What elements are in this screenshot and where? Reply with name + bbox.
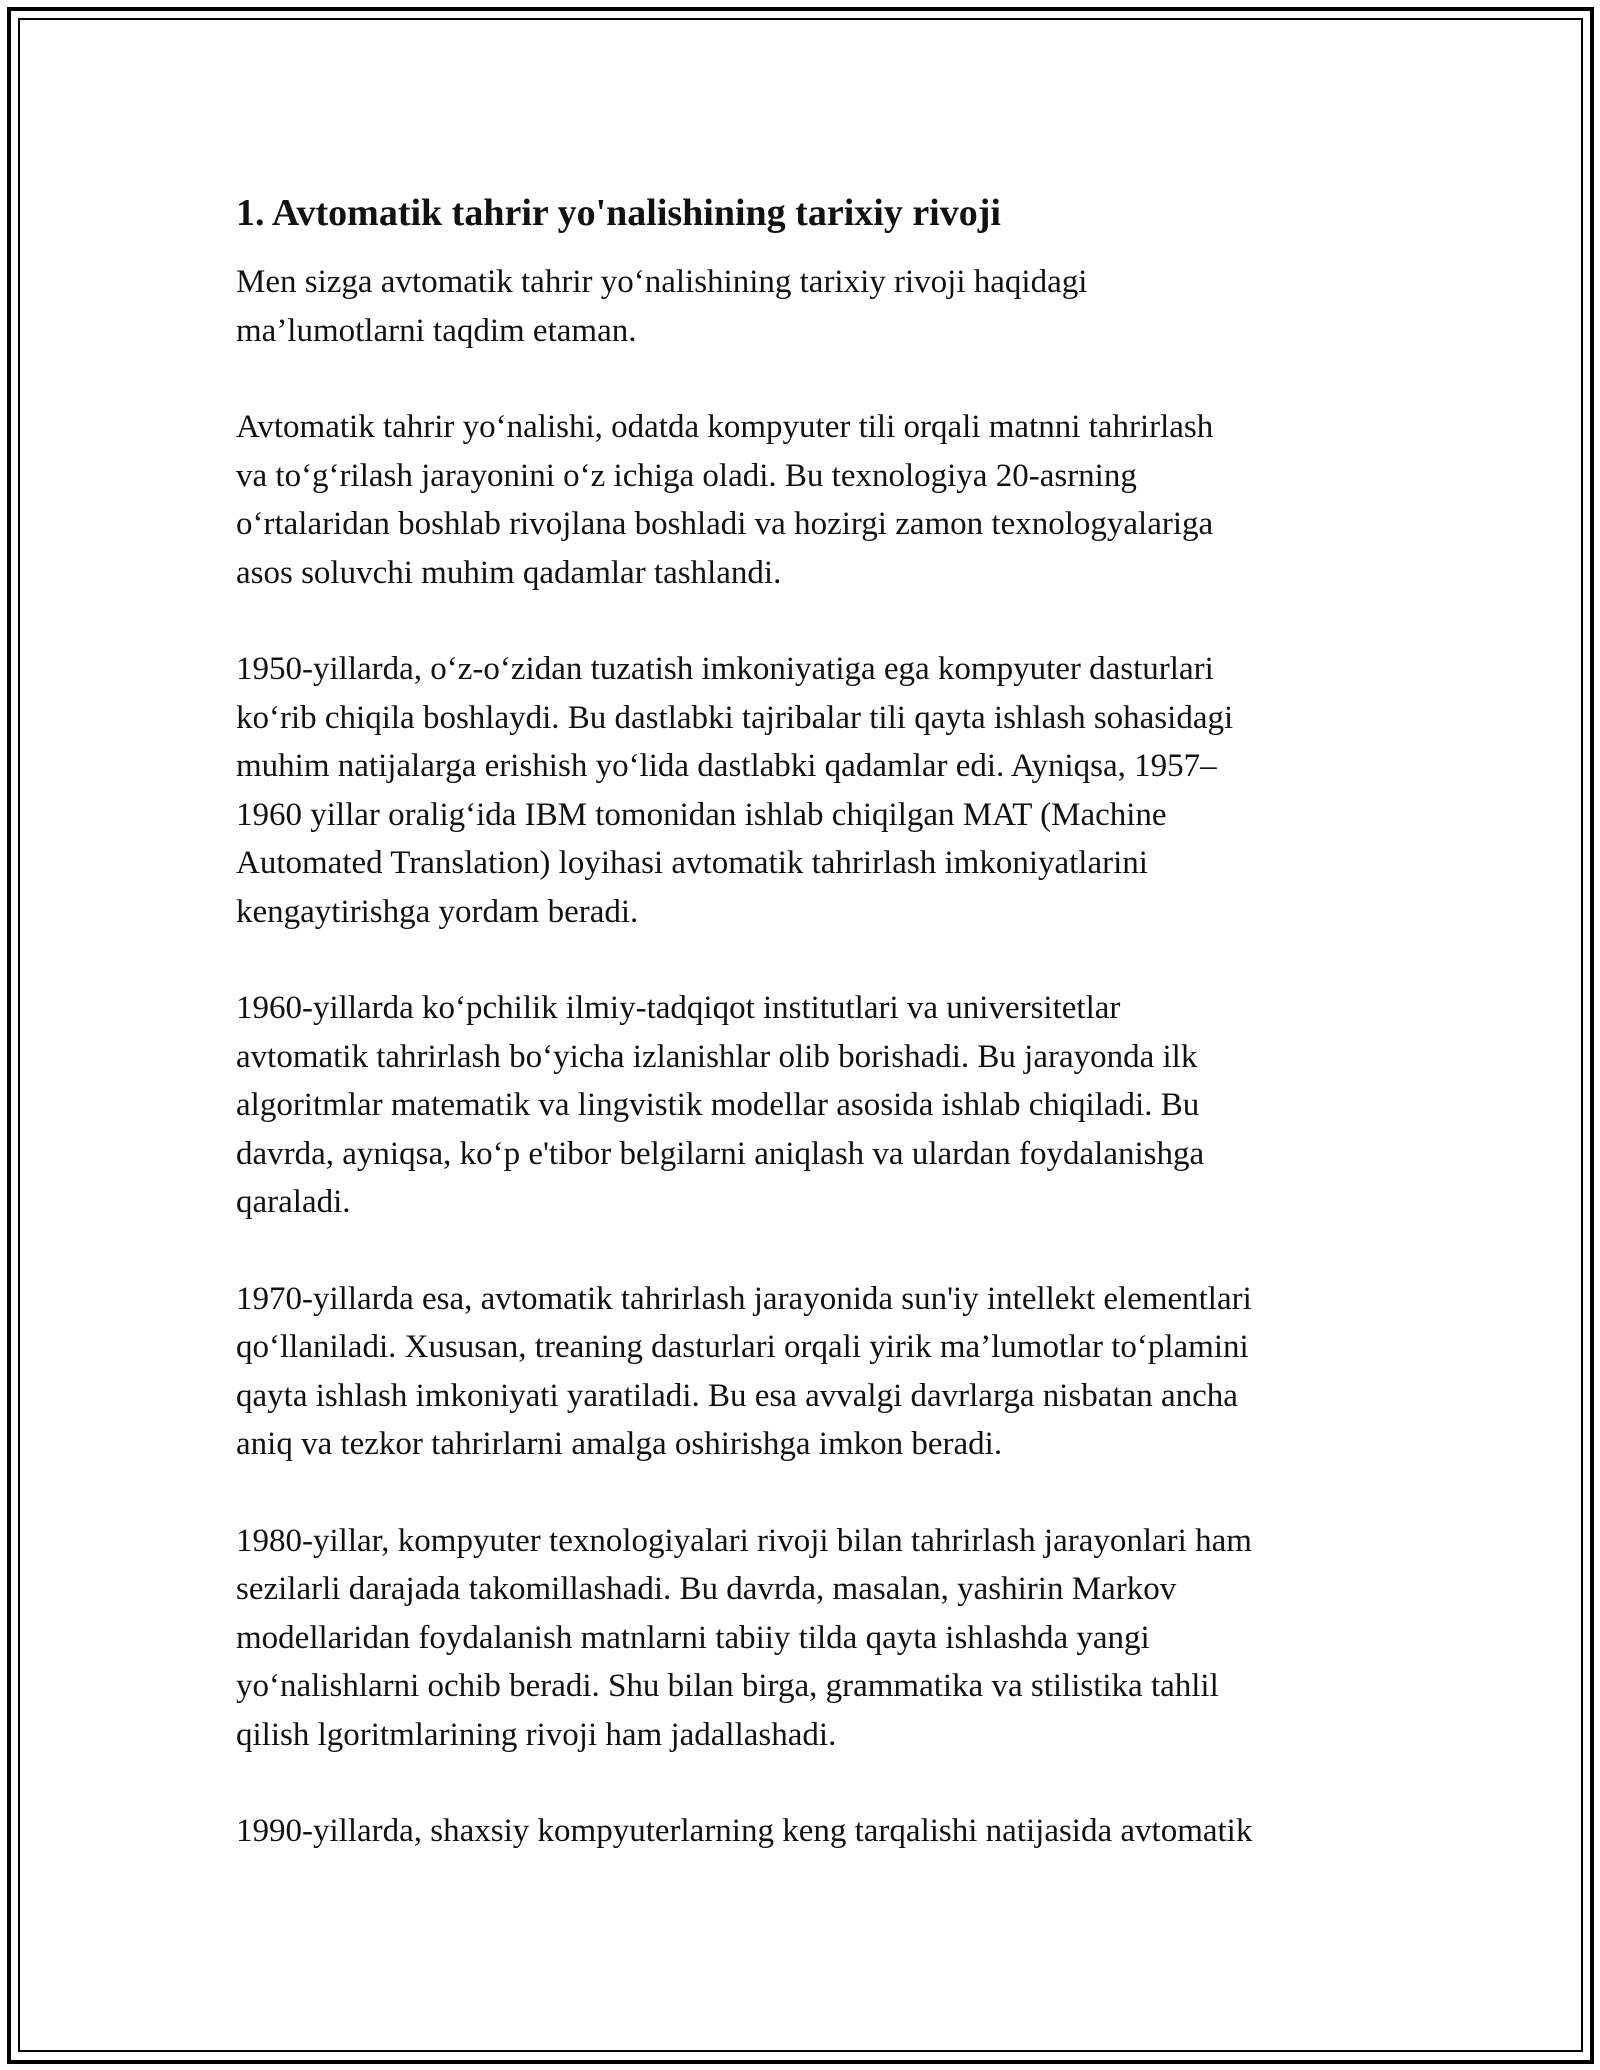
document-body [236, 188, 1386, 1904]
paragraph-1990s: 1990-yillarda, shaxsiy kompyuterlarning keng tarqalishi natijasida avtomatik [236, 1813, 1253, 1849]
paragraph-1950s: 1950-yillarda, o‘z-o‘zidan tuzatish imkoniyatiga ega kompyuter dasturlari ko‘rib chiqila boshlaydi. Bu dastlabki tajribalar tili qayta ishlash sohasidagi muhim natijalarga erishish yo‘lida dastlabki qadamlar edi. Ayniqsa, 1957– 1960 yillar oralig‘ida IBM tomonidan ishlab chiqilgan MAT (Machine Automated Translation) loyihasi avtomatik tahrirlash imkoniyatlarini kengaytirishga yordam beradi. [236, 651, 1234, 930]
paragraph-1980s: 1980-yillar, kompyuter texnologiyalari rivoji bilan tahrirlash jarayonlari ham sezilarli darajada takomillashadi. Bu davrda, masalan, yashirin Markov modellaridan foydalanish matnlarni tabiiy tilda qayta ishlashda yangi yo‘nalishlarni ochib beradi. Shu bilan birga, grammatika va stilistika tahlil qilish lgoritmlarining rivoji ham jadallashadi. [236, 1522, 1252, 1753]
paragraph-1960s: 1960-yillarda ko‘pchilik ilmiy-tadqiqot institutlari va universitetlar avtomatik tahrirlash bo‘yicha izlanishlar olib borishadi. Bu jarayonda ilk algoritmlar matematik va lingvistik modellar asosida ishlab chiqiladi. Bu davrda, ayniqsa, ko‘p e'tibor belgilarni aniqlash va ulardan foydalanishga qaraladi. [236, 990, 1205, 1220]
paragraph-1970s: 1970-yillarda esa, avtomatik tahrirlash jarayonida sun'iy intellekt elementlari qo‘llaniladi. Xususan, treaning dasturlari orqali yirik ma’lumotlar to‘plamini qayta ishlash imkoniyati yaratiladi. Bu esa avvalgi davrlarga nisbatan ancha aniq va tezkor tahrirlarni amalga oshirishga imkon beradi. [236, 1280, 1252, 1462]
paragraph-overview: Avtomatik tahrir yo‘nalishi, odatda kompyuter tili orqali matnni tahrirlash va to‘g‘rilash jarayonini o‘z ichiga oladi. Bu texnologiya 20-asrning o‘rtalaridan boshlab rivojlana boshladi va hozirgi zamon texnologyalariga asos soluvchi muhim qadamlar tashlandi. [236, 409, 1214, 591]
paragraph-intro: Men sizga avtomatik tahrir yo‘nalishining tarixiy rivoji haqidagi ma’lumotlarni taqdim etaman. [236, 264, 1088, 349]
section-heading: 1. Avtomatik tahrir yo'nalishining tarixiy rivoji [236, 192, 1001, 234]
